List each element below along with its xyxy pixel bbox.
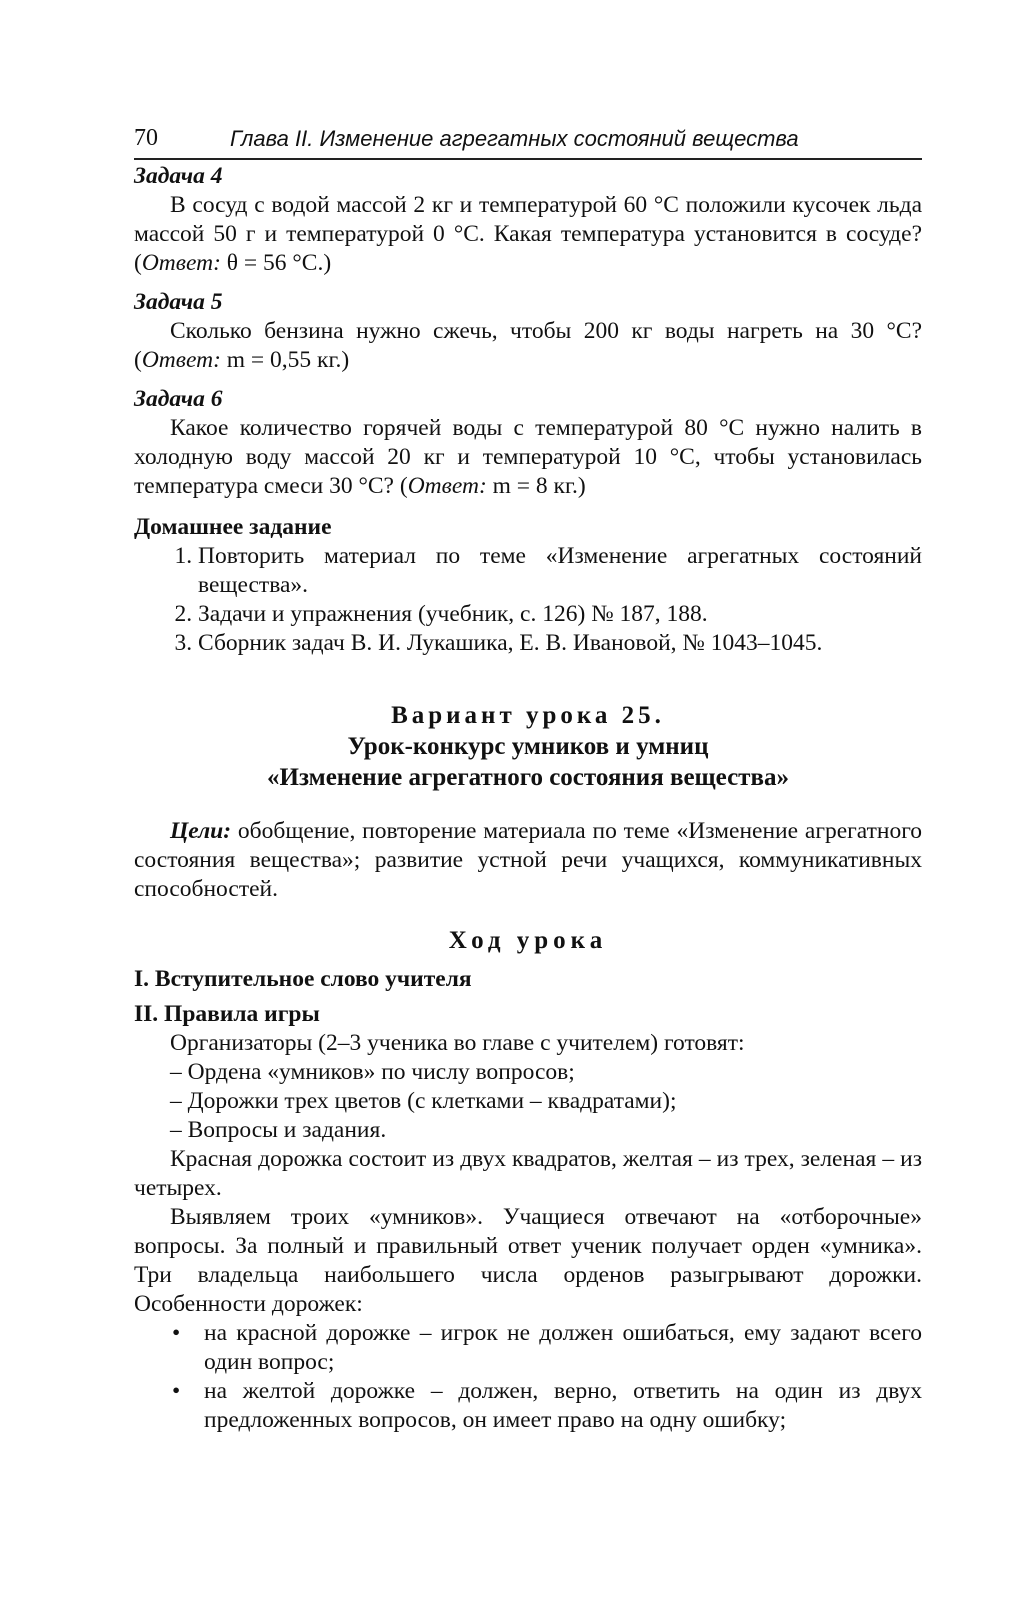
- page-content: [134, 162, 922, 1435]
- list-item-text: на желтой дорожке – должен, верно, ответить на один из двух предложенных вопросов, он имеет право на одну ошибку;: [204, 1378, 922, 1433]
- bullet-icon: •: [172, 1378, 181, 1404]
- tracks-paragraph: Красная дорожка состоит из двух квадратов, желтая – из трех, зеленая – из четырех.: [134, 1146, 922, 1201]
- list-item: [134, 1377, 922, 1435]
- task-6-title: Задача 6: [134, 386, 223, 412]
- homework-item: 2. Задачи и упражнения (учебник, с. 126) № 187, 188.: [198, 600, 922, 629]
- lesson-heading: [134, 700, 922, 793]
- homework-title: Домашнее задание: [134, 514, 332, 540]
- homework-list: [134, 542, 922, 658]
- selection-paragraph: Выявляем троих «умников». Учащиеся отвечают на «отборочные» вопросы. За полный и правильный ответ ученик получает орден «умника». Три владельца наибольшего числа орденов разыгрывают дорожки. Особенности дорожек:: [134, 1204, 922, 1317]
- task-5-title: Задача 5: [134, 289, 223, 315]
- task-4-answer: θ = 56 °C.): [220, 250, 332, 276]
- goals-text: обобщение, повторение материала по теме «Изменение агрегатного состояния вещества»; развитие устной речи учащихся, коммуникативных способностей.: [134, 818, 922, 902]
- running-header: [134, 122, 922, 160]
- course-heading: Ход урока: [448, 927, 608, 954]
- homework-item: 1. Повторить материал по теме «Изменение агрегатных состояний вещества».: [198, 542, 922, 600]
- task-6-answer: m = 8 кг.): [486, 473, 586, 499]
- list-item: [134, 1319, 922, 1377]
- task-5-body: Сколько бензина нужно сжечь, чтобы 200 кг воды нагреть на 30 °C? (: [134, 318, 922, 373]
- task-5-answer: m = 0,55 кг.): [220, 347, 350, 373]
- task-5-text: [134, 317, 922, 375]
- dash-item: – Ордена «умников» по числу вопросов;: [170, 1059, 575, 1085]
- dash-item: – Вопросы и задания.: [170, 1117, 387, 1143]
- bullet-icon: •: [172, 1320, 181, 1346]
- task-5-answer-label: Ответ:: [141, 347, 221, 373]
- task-6-text: [134, 414, 922, 501]
- task-4-answer-label: Ответ:: [141, 250, 221, 276]
- goals-paragraph: [134, 817, 922, 904]
- task-6-body: Какое количество горячей воды с температурой 80 °C нужно налить в холодную воду массой 20 кг и температурой 10 °C, чтобы установилась температура смеси 30 °C? (: [134, 415, 922, 499]
- task-4-text: [134, 191, 922, 278]
- lesson-variant: Вариант урока 25.: [391, 702, 665, 729]
- section-2-title: II. Правила игры: [134, 1001, 320, 1027]
- lesson-topic: «Изменение агрегатного состояния вещества»: [267, 764, 789, 791]
- task-4-body: В сосуд с водой массой 2 кг и температурой 60 °C положили кусочек льда массой 50 г и температурой 0 °C. Какая температура установится в сосуде? (: [134, 192, 922, 276]
- dash-item: – Дорожки трех цветов (с клетками – квадратами);: [170, 1088, 677, 1114]
- goals-label: Цели:: [170, 818, 232, 844]
- task-6-answer-label: Ответ:: [407, 473, 487, 499]
- page-number: 70: [134, 125, 158, 151]
- chapter-title: Глава II. Изменение агрегатных состояний вещества: [230, 126, 799, 151]
- homework-item: 3. Сборник задач В. И. Лукашика, Е. В. Ивановой, № 1043–1045.: [198, 629, 922, 658]
- track-rules-list: [134, 1319, 922, 1435]
- section-1-title: I. Вступительное слово учителя: [134, 966, 472, 992]
- lesson-type: Урок-конкурс умников и умниц: [347, 733, 709, 760]
- organizers-intro: Организаторы (2–3 ученика во главе с учителем) готовят:: [170, 1030, 745, 1056]
- list-item-text: на красной дорожке – игрок не должен ошибаться, ему задают всего один вопрос;: [204, 1320, 922, 1375]
- task-4-title: Задача 4: [134, 163, 223, 189]
